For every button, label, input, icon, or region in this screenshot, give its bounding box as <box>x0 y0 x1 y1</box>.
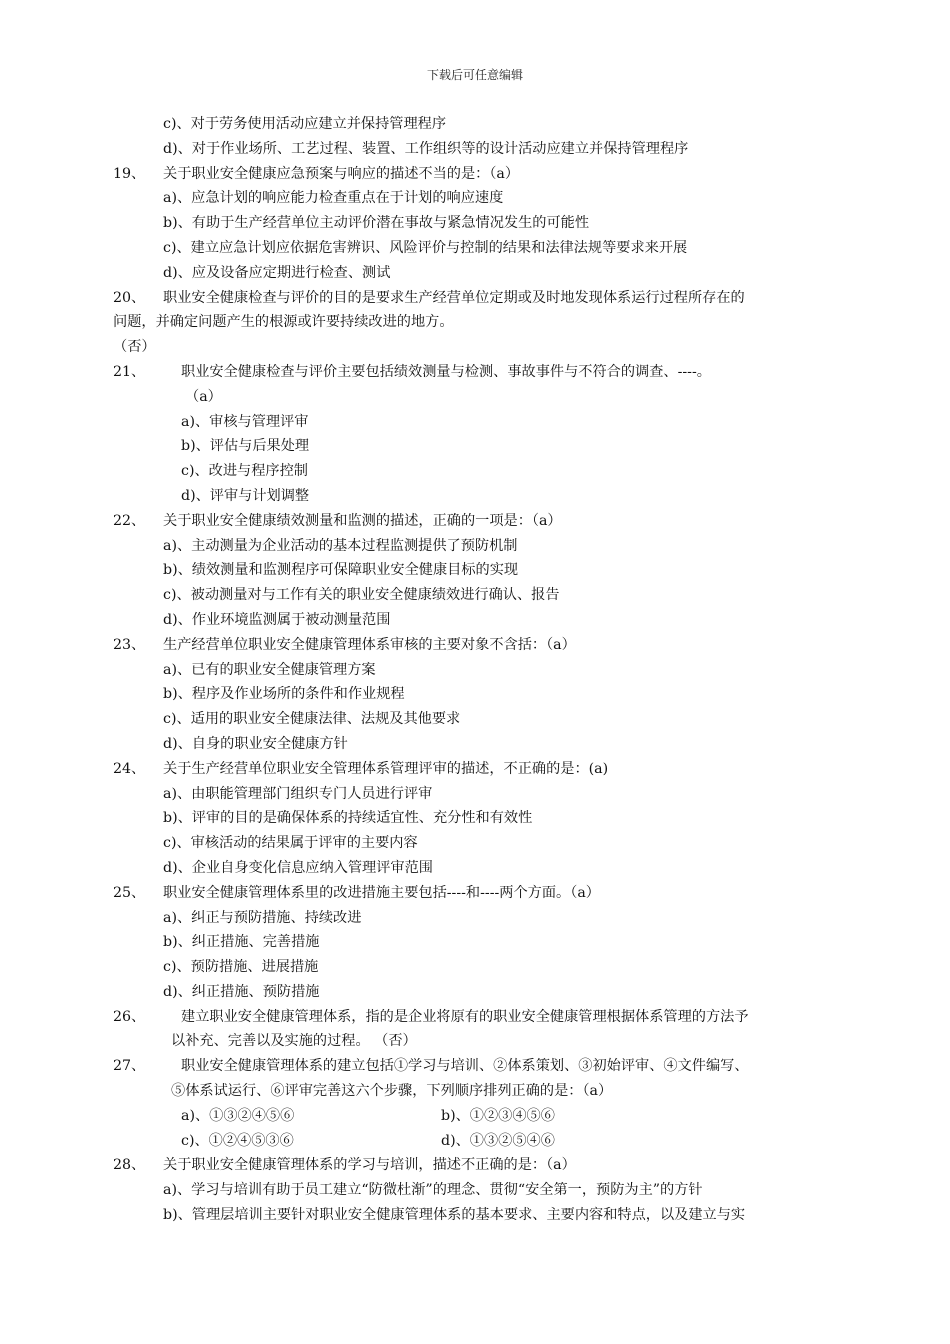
question-number: 19、 <box>113 165 146 182</box>
option-row <box>113 1129 873 1154</box>
option-c: c)、改进与程序控制 <box>181 463 308 480</box>
question-number: 27、 <box>113 1058 146 1075</box>
option-d: d)、作业环境监测属于被动测量范围 <box>163 611 391 628</box>
question-text: 建立职业安全健康管理体系，指的是企业将原有的职业安全健康管理根据体系管理的方法予 <box>181 1008 749 1025</box>
question-number: 24、 <box>113 760 146 777</box>
answer: （a） <box>185 388 222 405</box>
option-d: d)、企业自身变化信息应纳入管理评审范围 <box>163 859 433 876</box>
question-continuation: ⑤体系试运行、⑥评审完善这六个步骤，下列顺序排列正确的是：（a） <box>171 1083 613 1100</box>
question-continuation: 以补充、完善以及实施的过程。 （否） <box>171 1033 417 1050</box>
question-text: 职业安全健康检查与评价主要包括绩效测量与检测、事故事件与不符合的调查、----。 <box>181 363 711 380</box>
option-a: a)、学习与培训有助于员工建立“防微杜渐”的理念、贯彻“安全第一，预防为主”的方针 <box>163 1182 703 1199</box>
question-text: 关于职业安全健康管理体系的学习与培训，描述不正确的是：（a） <box>163 1157 576 1174</box>
option-b: b)、评审的目的是确保体系的持续适宜性、充分性和有效性 <box>163 810 533 827</box>
question-text: 生产经营单位职业安全健康管理体系审核的主要对象不含括：（a） <box>163 636 576 653</box>
question-number: 22、 <box>113 512 146 529</box>
question-23 <box>113 633 873 658</box>
option-b: b)、纠正措施、完善措施 <box>163 934 320 951</box>
option-d: d)、评审与计划调整 <box>181 487 310 504</box>
answer: （否） <box>113 339 156 356</box>
option-a: a)、应急计划的响应能力检查重点在于计划的响应速度 <box>163 190 504 207</box>
question-24 <box>113 757 873 782</box>
question-number: 26、 <box>113 1008 146 1025</box>
option-c: c)、①②④⑤③⑥ <box>181 1132 294 1149</box>
question-27 <box>113 1054 873 1079</box>
option-line: d)、对于作业场所、工艺过程、装置、工作组织等的设计活动应建立并保持管理程序 <box>163 140 689 157</box>
question-number: 21、 <box>113 363 146 380</box>
question-number: 28、 <box>113 1157 146 1174</box>
option-c: c)、建立应急计划应依据危害辨识、风险评价与控制的结果和法律法规等要求来开展 <box>163 239 688 256</box>
question-text: 职业安全健康管理体系的建立包括①学习与培训、②体系策划、③初始评审、④文件编写、 <box>181 1058 749 1075</box>
question-text: 关于职业安全健康应急预案与响应的描述不当的是：（a） <box>163 165 520 182</box>
question-19 <box>113 162 873 187</box>
option-a: a)、主动测量为企业活动的基本过程监测提供了预防机制 <box>163 537 518 554</box>
option-d: d)、应及设备应定期进行检查、测试 <box>163 264 391 281</box>
question-25 <box>113 881 873 906</box>
option-a: a)、由职能管理部门组织专门人员进行评审 <box>163 785 433 802</box>
option-c: c)、审核活动的结果属于评审的主要内容 <box>163 835 418 852</box>
option-a: a)、已有的职业安全健康管理方案 <box>163 661 376 678</box>
option-a: a)、纠正与预防措施、持续改进 <box>163 909 362 926</box>
option-b: b)、管理层培训主要针对职业安全健康管理体系的基本要求、主要内容和特点，以及建立与实 <box>163 1207 746 1224</box>
question-text: 关于生产经营单位职业安全管理体系管理评审的描述，不正确的是：(a) <box>163 760 609 777</box>
document-body <box>113 112 873 1228</box>
question-21 <box>113 360 873 385</box>
option-a: a)、审核与管理评审 <box>181 413 309 430</box>
option-row <box>113 1104 873 1129</box>
option-d: d)、纠正措施、预防措施 <box>163 983 320 1000</box>
option-line: c)、对于劳务使用活动应建立并保持管理程序 <box>163 116 447 132</box>
question-text: 职业安全健康检查与评价的目的是要求生产经营单位定期或及时地发现体系运行过程所存在的 <box>163 289 745 306</box>
question-number: 25、 <box>113 884 146 901</box>
option-b: b)、绩效测量和监测程序可保障职业安全健康目标的实现 <box>163 562 519 579</box>
question-text: 职业安全健康管理体系里的改进措施主要包括----和----两个方面。（a） <box>163 884 600 901</box>
option-b: b)、评估与后果处理 <box>181 438 310 455</box>
option-d: d)、①③②⑤④⑥ <box>441 1132 555 1149</box>
question-26 <box>113 1005 873 1030</box>
option-c: c)、预防措施、进展措施 <box>163 959 319 976</box>
option-d: d)、自身的职业安全健康方针 <box>163 735 348 752</box>
option-c: c)、适用的职业安全健康法律、法规及其他要求 <box>163 711 461 728</box>
option-c: c)、被动测量对与工作有关的职业安全健康绩效进行确认、报告 <box>163 587 560 604</box>
option-b: b)、程序及作业场所的条件和作业规程 <box>163 686 405 703</box>
question-28 <box>113 1153 873 1178</box>
option-b: b)、有助于生产经营单位主动评价潜在事故与紧急情况发生的可能性 <box>163 215 590 232</box>
question-20 <box>113 286 873 311</box>
question-22 <box>113 509 873 534</box>
question-text: 关于职业安全健康绩效测量和监测的描述，正确的一项是：（a） <box>163 512 562 529</box>
question-number: 23、 <box>113 636 146 653</box>
question-number: 20、 <box>113 289 146 306</box>
page-header: 下载后可任意编辑 <box>426 68 523 82</box>
option-a: a)、①③②④⑤⑥ <box>181 1107 295 1124</box>
question-continuation: 问题，并确定问题产生的根源或许要持续改进的地方。 <box>113 314 454 331</box>
option-b: b)、①②③④⑤⑥ <box>441 1107 555 1124</box>
